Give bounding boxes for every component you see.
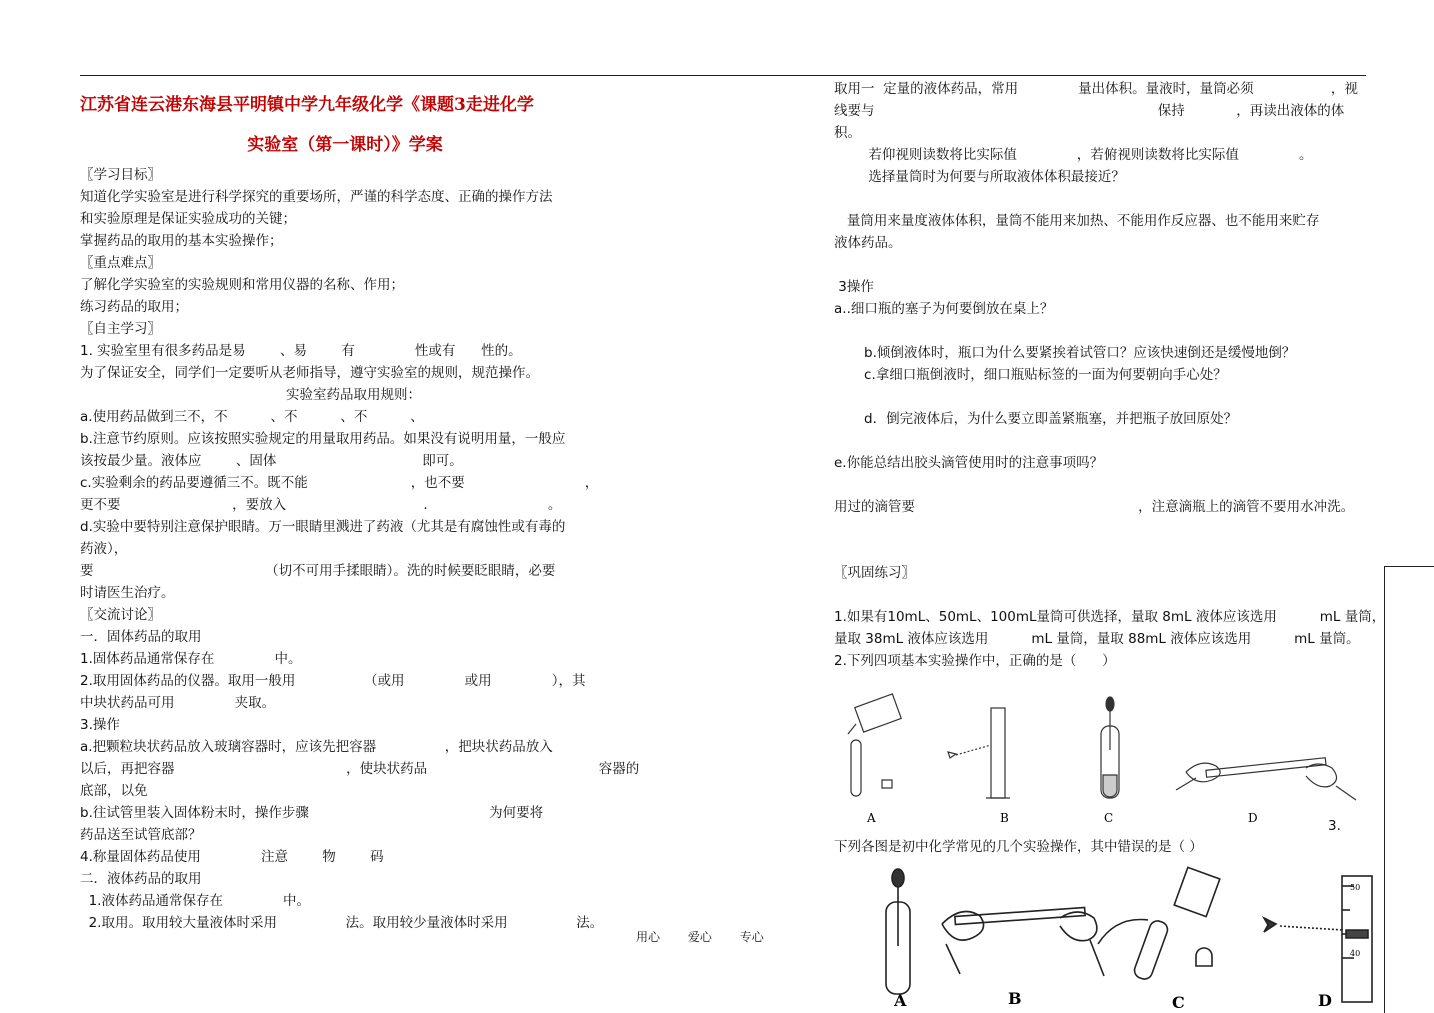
left-text-line: 和实验原理是保证实验成功的关键； xyxy=(80,211,296,227)
right-text-line: 取用一 定量的液体药品，常用 量出体积。量液时，量筒必须 ，视 xyxy=(834,81,1358,97)
right-text-line: 3操作 xyxy=(834,279,874,295)
question-3-number: 3. xyxy=(1328,818,1341,834)
right-text-line xyxy=(834,188,1374,210)
left-text-line: 以后，再把容器 ，使块状药品 容器的 xyxy=(80,761,640,777)
left-text-line: 更不要 ，要放入 . 。 xyxy=(80,497,562,513)
header-rule xyxy=(80,75,1366,76)
fig2-scale-50: 50 xyxy=(1350,883,1361,892)
right-text-line: 量筒用来量度液体体积，量筒不能用来加热、不能用作反应器、也不能用来贮存 xyxy=(834,213,1320,229)
figure-operations-q3 xyxy=(860,864,1380,1012)
document-title-line1: 江苏省连云港东海县平明镇中学九年级化学《课题3走进化学 xyxy=(80,95,534,115)
fig1-a-pouring xyxy=(848,694,901,796)
right-text-line: a..细口瓶的塞子为何要倒放在桌上？ xyxy=(834,301,1054,317)
left-text-line: 1. 实验室里有很多药品是易 、易 有 性或有 性的。 xyxy=(80,343,522,359)
fig1-label-a: A xyxy=(867,811,876,825)
page-footer xyxy=(636,928,788,945)
right-text-line: b.倾倒液体时，瓶口为什么要紧挨着试管口？应该快速倒还是缓慢地倒？ xyxy=(834,345,1296,361)
left-text-line: 了解化学实验室的实验规则和常用仪器的名称、作用； xyxy=(80,277,404,293)
left-text-line: 实验室药品取用规则： xyxy=(80,387,421,403)
left-text-line: 〖交流讨论〗 xyxy=(80,607,161,623)
left-text-line: 1.液体药品通常保存在 中。 xyxy=(80,893,311,909)
right-text-line xyxy=(834,386,1374,408)
fig1-b-cylinder xyxy=(948,708,1010,798)
page-edge-box xyxy=(1384,566,1434,1013)
left-text-line: 一．固体药品的取用 xyxy=(80,629,202,645)
right-text-line: 线要与 保持 ，再读出液体的体 xyxy=(834,103,1345,119)
right-text-line xyxy=(834,584,1374,606)
left-text-line: d.实验中要特别注意保护眼睛。万一眼睛里溅进了药液（尤其是有腐蚀性或有毒的 xyxy=(80,519,566,535)
left-text-line: b.注意节约原则。应该按照实验规定的用量取用药品。如果没有说明用量，一般应 xyxy=(80,431,566,447)
right-text-line xyxy=(834,518,1374,540)
fig2-b-hands xyxy=(942,907,1104,976)
left-text-line: 掌握药品的取用的基本实验操作； xyxy=(80,233,283,249)
left-text-line: 3.操作 xyxy=(80,717,120,733)
right-text-line: 液体药品。 xyxy=(834,235,902,251)
fig1-label-c: C xyxy=(1104,811,1114,825)
right-text-line: c.拿细口瓶倒液时，细口瓶贴标签的一面为何要朝向手心处？ xyxy=(834,367,1227,383)
footer-word-1: 用心 xyxy=(636,930,661,944)
fig2-a-dropper xyxy=(886,869,910,994)
left-text-line: 药品送至试管底部？ xyxy=(80,827,202,843)
footer-word-3: 专心 xyxy=(739,930,764,944)
fig2-d-cylinder xyxy=(1264,876,1372,1002)
left-text-line: 要 （切不可用手揉眼睛）。洗的时候要眨眼睛，必要 xyxy=(80,563,556,579)
left-text-line: 〖重点难点〗 xyxy=(80,255,161,271)
left-text-line: 2.取用。取用较大量液体时采用 法。取用较少量液体时采用 法。 xyxy=(80,915,604,931)
fig2-c-pouring xyxy=(1098,867,1220,981)
left-text-line: 〖学习目标〗 xyxy=(80,167,161,183)
left-text-line: 练习药品的取用； xyxy=(80,299,188,315)
left-text-line: 药液）， xyxy=(80,541,128,557)
right-text-line xyxy=(834,254,1374,276)
right-text-line: e.你能总结出胶头滴管使用时的注意事项吗？ xyxy=(834,455,1104,471)
right-text-line: 积。 xyxy=(834,125,861,141)
left-text-line: 中块状药品可用 夹取。 xyxy=(80,695,276,711)
fig1-label-b: B xyxy=(1000,811,1009,825)
left-text-body xyxy=(80,164,640,934)
fig2-scale-40: 40 xyxy=(1350,949,1361,958)
left-text-line: 〖自主学习〗 xyxy=(80,321,161,337)
right-text-line: 若仰视则读数将比实际值 ，若俯视则读数将比实际值 。 xyxy=(834,147,1313,163)
left-text-line: 底部，以免 xyxy=(80,783,148,799)
fig2-label-b: B xyxy=(1008,989,1022,1008)
fig1-c-dropper xyxy=(1101,697,1119,798)
right-text-line xyxy=(834,474,1374,496)
right-text-body xyxy=(834,78,1386,672)
right-text-line: 〖巩固练习〗 xyxy=(834,565,915,581)
right-text-line: 选择量筒时为何要与所取液体体积最接近？ xyxy=(834,169,1125,185)
right-text-line xyxy=(834,320,1374,342)
left-text-line: c.实验剩余的药品要遵循三不。既不能 ，也不要 ， xyxy=(80,475,599,491)
left-text-line: a.使用药品做到三不，不 、不 、不 、 xyxy=(80,409,424,425)
right-text-line: 2.下列四项基本实验操作中，正确的是（ ） xyxy=(834,653,1116,669)
left-text-line: 1.固体药品通常保存在 中。 xyxy=(80,651,302,667)
fig1-d-hands xyxy=(1176,758,1356,800)
fig1-label-d: D xyxy=(1248,811,1258,825)
right-text-line xyxy=(834,540,1374,562)
left-text-line: 二．液体药品的取用 xyxy=(80,871,202,887)
left-text-line: 4.称量固体药品使用 注意 物 码 xyxy=(80,849,384,865)
document-title-line2: 实验室（第一课时）》学案 xyxy=(247,135,443,155)
fig2-label-c: C xyxy=(1172,993,1185,1012)
right-text-line: 1.如果有10mL、50mL、100mL量筒可供选择，量取 8mL 液体应该选用 mL 量筒， xyxy=(834,609,1386,625)
fig2-label-d: D xyxy=(1318,991,1332,1010)
right-text-line: 量取 38mL 液体应该选用 mL 量筒，量取 88mL 液体应该选用 mL 量筒。 xyxy=(834,631,1360,647)
question-3-text: 下列各图是初中化学常见的几个实验操作，其中错误的是（ ） xyxy=(834,839,1203,855)
left-text-line: 知道化学实验室是进行科学探究的重要场所，严谨的科学态度、正确的操作方法 xyxy=(80,189,553,205)
left-text-line: a.把颗粒块状药品放入玻璃容器时，应该先把容器 ，把块状药品放入 xyxy=(80,739,553,755)
left-text-line: 为了保证安全，同学们一定要听从老师指导，遵守实验室的规则，规范操作。 xyxy=(80,365,539,381)
figure-operations-q2 xyxy=(836,690,1376,830)
right-column xyxy=(834,78,1386,672)
right-text-line: d．倒完液体后，为什么要立即盖紧瓶塞，并把瓶子放回原处？ xyxy=(834,411,1238,427)
footer-word-2: 爱心 xyxy=(687,930,712,944)
left-column xyxy=(80,92,640,934)
right-text-line: 用过的滴管要 ，注意滴瓶上的滴管不要用水冲洗。 xyxy=(834,499,1355,515)
left-text-line: 该按最少量。液体应 、固体 即可。 xyxy=(80,453,463,469)
left-text-line: b.往试管里装入固体粉末时，操作步骤 为何要将 xyxy=(80,805,544,821)
right-text-line xyxy=(834,430,1374,452)
left-text-line: 时请医生治疗。 xyxy=(80,585,175,601)
fig2-label-a: A xyxy=(894,991,907,1010)
left-text-line: 2.取用固体药品的仪器。取用一般用 （或用 或用 ），其 xyxy=(80,673,586,689)
